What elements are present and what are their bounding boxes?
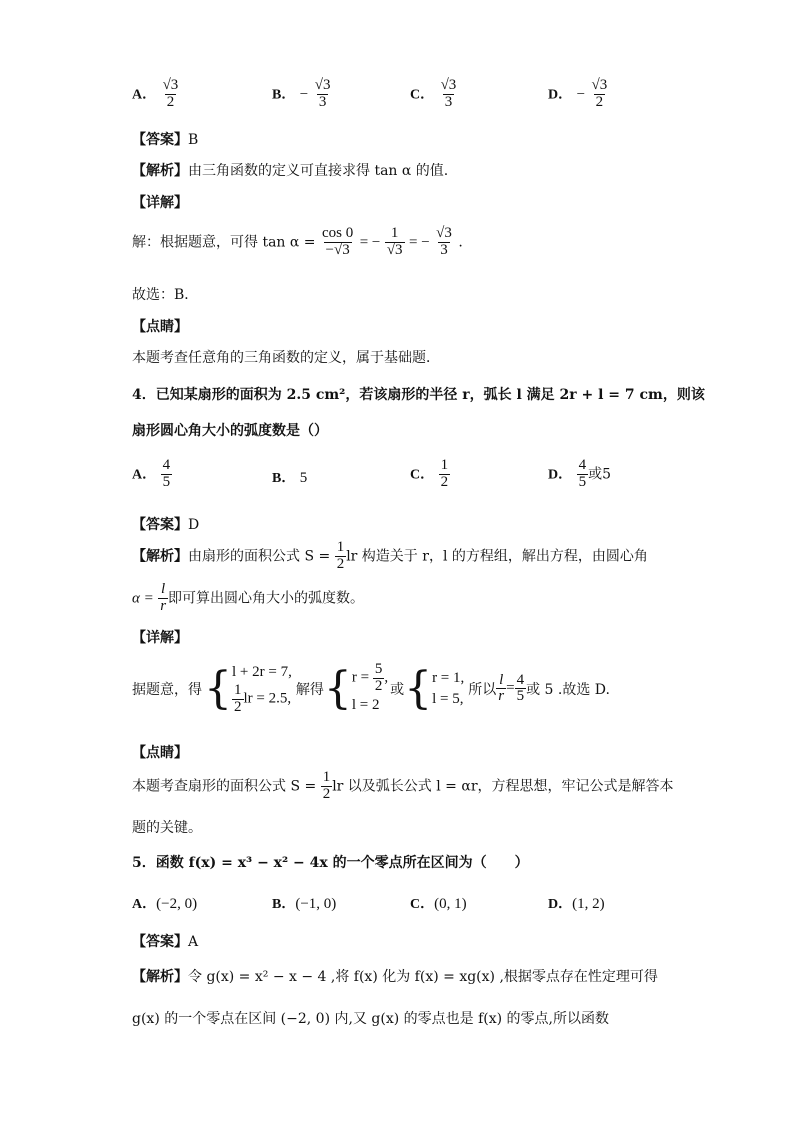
q3-detail: 解：根据题意，可得 tan α = $\frac{\cos 0}{-√3}$ = − $\frac{1}{√3}$ = − $\frac{√3}{3}$ . bbox=[132, 225, 463, 258]
q5-option-c: C．(0, 1) bbox=[410, 896, 467, 912]
fraction: $\frac{4}{5}$ bbox=[516, 671, 525, 705]
fraction: $\frac{√3}{3}$ bbox=[436, 225, 452, 258]
q4-stem-line2: 扇形圆心角大小的弧度数是（） bbox=[132, 423, 328, 439]
q3-detail-heading: 【详解】 bbox=[132, 195, 188, 211]
fraction: $\frac{1}{√3}$ bbox=[386, 225, 403, 258]
fraction: $\frac{√3}{3}$ bbox=[440, 77, 457, 110]
q3-option-b: B． − $\frac{√3}{3}$ bbox=[272, 77, 331, 110]
q3-comment-heading: 【点睛】 bbox=[132, 319, 188, 335]
fraction: $\frac{1}{2}$ bbox=[440, 457, 449, 490]
q3-option-a bbox=[132, 78, 180, 111]
q5-option-d: D．(1, 2) bbox=[548, 896, 605, 912]
q5-option-b: B．(−1, 0) bbox=[272, 896, 337, 912]
option-label: A． bbox=[132, 87, 157, 103]
q4-option-d: D． $\frac{4}{5}$ 或5 bbox=[548, 457, 611, 490]
q4-comment-line1: 本题考查扇形的面积公式 S = $\frac{1}{2}$ lr 以及弧长公式 l = αr，方程思想，牢记公式是解答本 bbox=[132, 769, 674, 802]
fraction: $\frac{1}{2}$ bbox=[336, 539, 345, 572]
q4-analysis-line2: α = $\frac{l}{r}$ 即可算出圆心角大小的弧度数。 bbox=[132, 581, 365, 614]
fraction: $\frac{4}{5}$ bbox=[162, 457, 171, 490]
q4-option-a: A． $\frac{4}{5}$ bbox=[132, 457, 171, 490]
q3-option-c bbox=[410, 78, 458, 111]
fraction: $\frac{√3}{3}$ bbox=[314, 77, 331, 110]
q3-analysis: 【解析】由三角函数的定义可直接求得 tan α 的值. bbox=[132, 163, 449, 179]
fraction: $\frac{l}{r}$ bbox=[160, 581, 167, 614]
equation-system: r = 1, l = 5, bbox=[432, 669, 465, 707]
q3-answer: 【答案】B bbox=[132, 132, 199, 148]
fraction: $\frac{5}{2}$ bbox=[374, 661, 383, 694]
q5-stem: 5．函数 f(x) = x³ − x² − 4x 的一个零点所在区间为（ ） bbox=[132, 855, 529, 871]
q5-option-a: A．(−2, 0) bbox=[132, 896, 198, 912]
q4-comment-line2: 题的关键。 bbox=[132, 820, 202, 836]
equation-system: l + 2r = 7, $\frac{1}{2}$ lr = 2.5, bbox=[232, 664, 292, 715]
fraction: $\frac{4}{5}$ bbox=[578, 457, 587, 490]
option-label: B． bbox=[272, 87, 296, 103]
q4-answer: 【答案】D bbox=[132, 517, 200, 533]
q4-stem-line1: 4．已知某扇形的面积为 2.5 cm²，若该扇形的半径 r，弧长 l 满足 2r + l = 7 cm，则该 bbox=[132, 387, 705, 403]
q5-answer: 【答案】A bbox=[132, 934, 199, 950]
fraction: $\frac{√3}{2}$ bbox=[591, 77, 608, 110]
q4-analysis-line1: 【解析】由扇形的面积公式 S = $\frac{1}{2}$ lr 构造关于 r，l 的方程组，解出方程，由圆心角 bbox=[132, 539, 648, 572]
fraction: $\frac{1}{2}$ bbox=[322, 769, 331, 802]
q4-detail: 据题意，得 { l + 2r = 7, $\frac{1}{2}$ lr = 2.5, 解得 { r = $\frac{5}{2}$ , l = 2 或 { r = 1, l = 5, 所以 $\frac{l}{r}$ = $\frac{4}{5}$ 或 5 .故选 D. bbox=[132, 661, 610, 715]
fraction: $\frac{√3}{2}$ bbox=[162, 77, 179, 110]
q3-option-d: D． − $\frac{√3}{2}$ bbox=[548, 77, 608, 110]
q4-comment-heading: 【点睛】 bbox=[132, 745, 188, 761]
fraction: $\frac{1}{2}$ bbox=[234, 682, 242, 715]
q4-detail-heading: 【详解】 bbox=[132, 630, 188, 646]
option-label: C． bbox=[410, 87, 435, 103]
q4-option-c: C． $\frac{1}{2}$ bbox=[410, 457, 449, 490]
q4-option-b: B． 5 bbox=[272, 470, 308, 486]
q5-analysis-line1: 【解析】令 g(x) = x² − x − 4 ,将 f(x) 化为 f(x) = xg(x) ,根据零点存在性定理可得 bbox=[132, 969, 658, 985]
q3-comment: 本题考查任意角的三角函数的定义，属于基础题． bbox=[132, 350, 440, 366]
fraction: $\frac{l}{r}$ bbox=[498, 671, 505, 705]
q5-analysis-line2: g(x) 的一个零点在区间 (−2, 0) 内,又 g(x) 的零点也是 f(x) 的零点,所以函数 bbox=[132, 1011, 609, 1027]
option-label: D． bbox=[548, 87, 573, 103]
fraction: $\frac{\cos 0}{-√3}$ bbox=[321, 225, 354, 258]
q3-choice: 故选：B． bbox=[132, 287, 199, 303]
equation-system: r = $\frac{5}{2}$ , l = 2 bbox=[351, 661, 389, 713]
